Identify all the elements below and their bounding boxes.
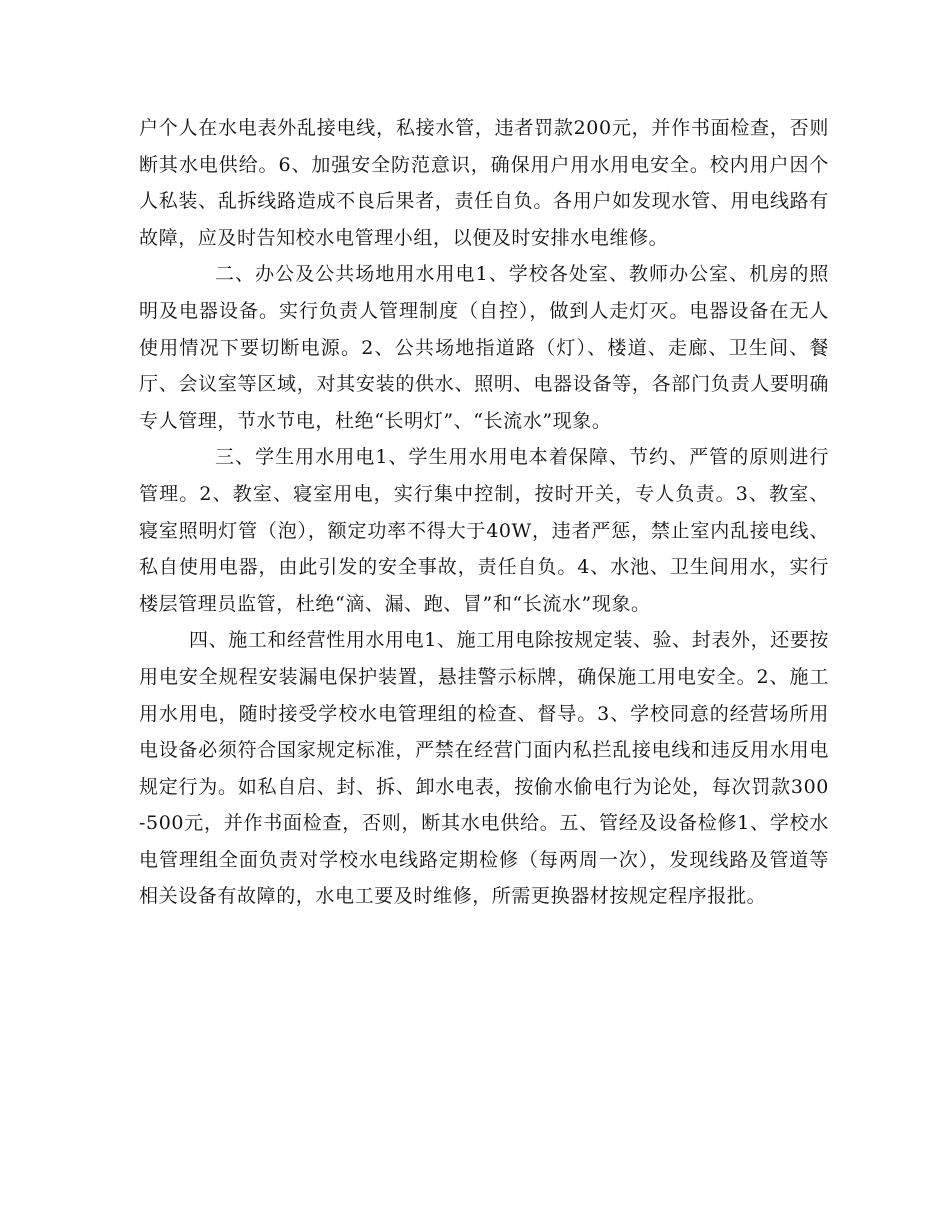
paragraph-continuation: 户个人在水电表外乱接电线，私接水管，违者罚款200元，并作书面检查，否则断其水电供给。6、加强安全防范意识，确保用户用水用电安全。校内用户因个人私装、乱拆线路造成不良后果者，责任自负。各用户如发现水管、用电线路有故障，应及时告知校水电管理小组，以便及时安排水电维修。	[139, 117, 829, 249]
document-body	[139, 110, 829, 915]
paragraph-construction-business: 四、施工和经营性用水用电1、施工用电除按规定装、验、封表外，还要按用电安全规程安装漏电保护装置，悬挂警示标牌，确保施工用电安全。2、施工用水用电，随时接受学校水电管理组的检查、督导。3、学校同意的经营场所用电设备必须符合国家规定标准，严禁在经营门面内私拦乱接电线和违反用水用电规定行为。如私自启、封、拆、卸水电表，按偷水偷电行为论处，每次罚款300-500元，并作书面检查，否则，断其水电供给。五、管经及设备检修1、学校水电管理组全面负责对学校水电线路定期检修（每两周一次），发现线路及管道等相关设备有故障的，水电工要及时维修，所需更换器材按规定程序报批。	[139, 629, 829, 908]
paragraph-office-public-areas: 二、办公及公共场地用水用电1、学校各处室、教师办公室、机房的照明及电器设备。实行负责人管理制度（自控），做到人走灯灭。电器设备在无人使用情况下要切断电源。2、公共场地指道路（灯）、楼道、走廊、卫生间、餐厅、会议室等区域，对其安装的供水、照明、电器设备等，各部门负责人要明确专人管理，节水节电，杜绝“长明灯”、“长流水”现象。	[139, 263, 829, 432]
paragraph-student-use: 三、学生用水用电1、学生用水用电本着保障、节约、严管的原则进行管理。2、教室、寝室用电，实行集中控制，按时开关，专人负责。3、教室、寝室照明灯管（泡），额定功率不得大于40W，违者严惩，禁止室内乱接电线、私自使用电器，由此引发的安全事故，责任自负。4、水池、卫生间用水，实行楼层管理员监管，杜绝“滴、漏、跑、冒”和“长流水”现象。	[139, 446, 829, 615]
